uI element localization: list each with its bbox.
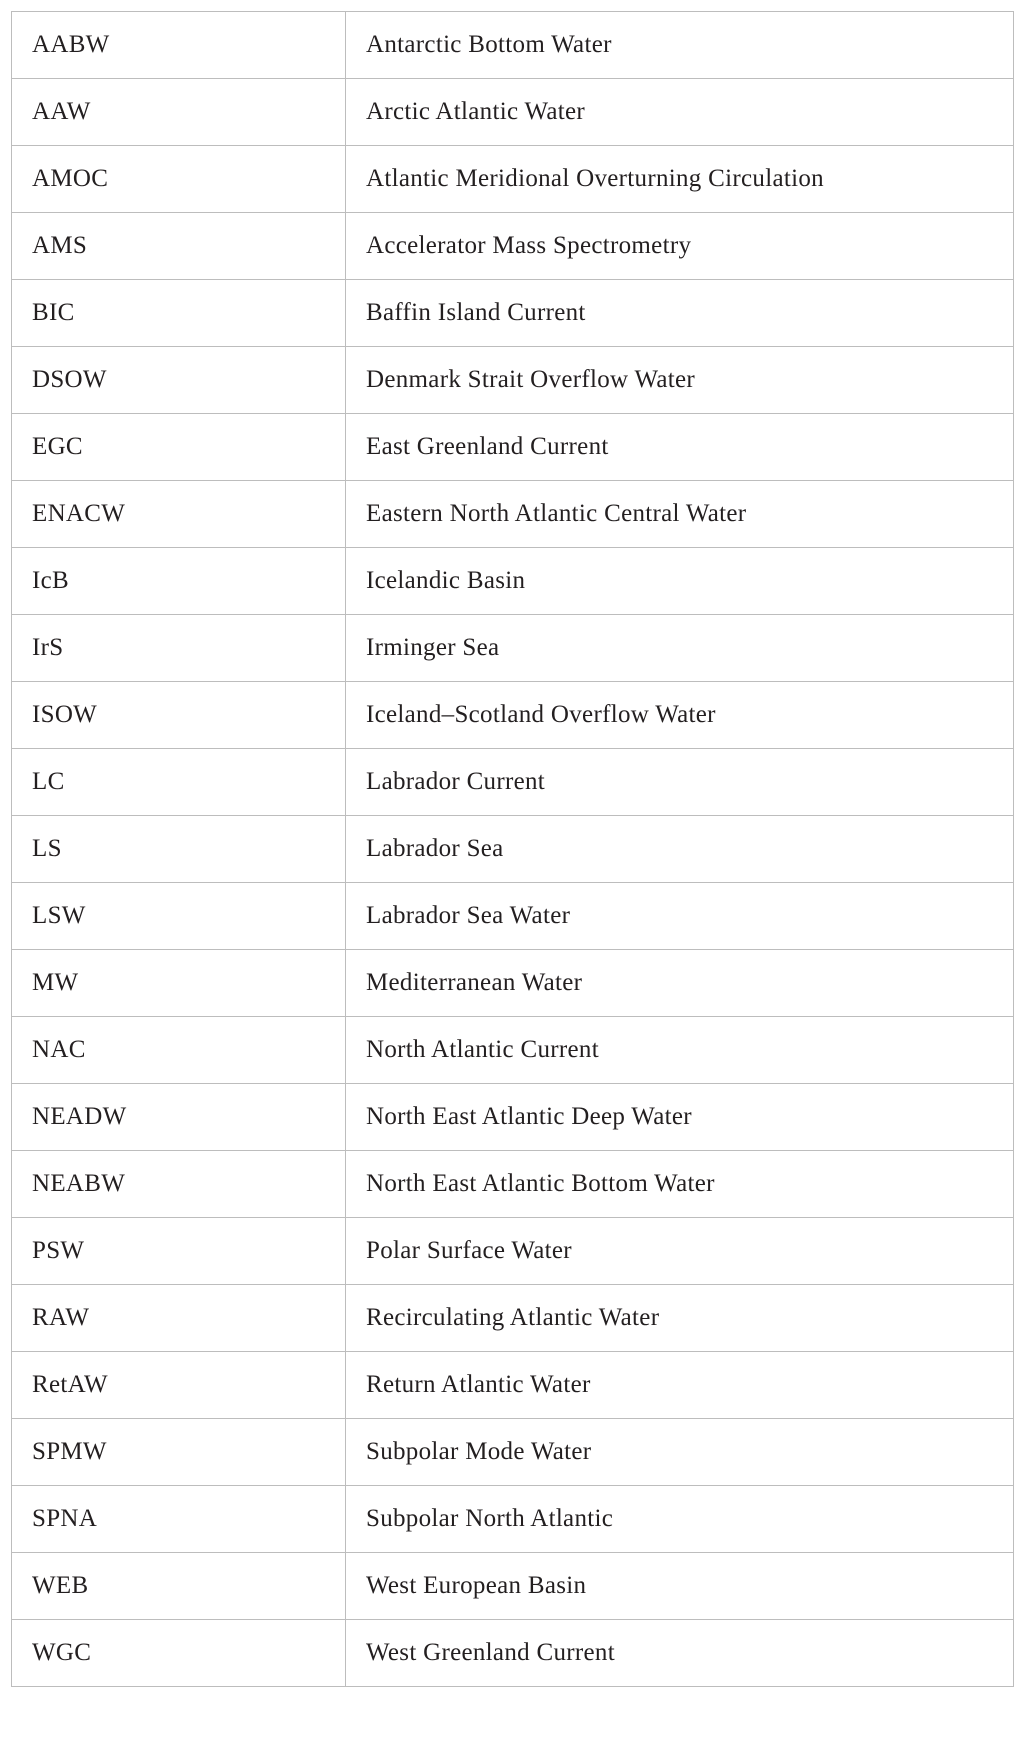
abbreviation-cell: LS xyxy=(12,816,346,883)
abbreviation-cell: PSW xyxy=(12,1218,346,1285)
abbreviation-cell: AAW xyxy=(12,79,346,146)
table-row xyxy=(12,280,1014,347)
definition-cell: Denmark Strait Overflow Water xyxy=(346,347,1014,414)
abbreviation-cell: EGC xyxy=(12,414,346,481)
abbreviation-cell: RetAW xyxy=(12,1352,346,1419)
table-row xyxy=(12,414,1014,481)
abbreviation-cell: WGC xyxy=(12,1620,346,1687)
table-row xyxy=(12,749,1014,816)
table-row xyxy=(12,682,1014,749)
abbreviations-table-body xyxy=(12,12,1014,1687)
definition-cell: Accelerator Mass Spectrometry xyxy=(346,213,1014,280)
table-row xyxy=(12,1620,1014,1687)
definition-cell: Subpolar Mode Water xyxy=(346,1419,1014,1486)
definition-cell: Labrador Sea xyxy=(346,816,1014,883)
definition-cell: North Atlantic Current xyxy=(346,1017,1014,1084)
abbreviation-cell: BIC xyxy=(12,280,346,347)
definition-cell: Mediterranean Water xyxy=(346,950,1014,1017)
table-row xyxy=(12,481,1014,548)
definition-cell: Iceland–Scotland Overflow Water xyxy=(346,682,1014,749)
abbreviation-cell: NEABW xyxy=(12,1151,346,1218)
abbreviation-cell: AABW xyxy=(12,12,346,79)
abbreviation-cell: WEB xyxy=(12,1553,346,1620)
definition-cell: Antarctic Bottom Water xyxy=(346,12,1014,79)
table-row xyxy=(12,816,1014,883)
definition-cell: Subpolar North Atlantic xyxy=(346,1486,1014,1553)
table-row xyxy=(12,347,1014,414)
abbreviation-cell: MW xyxy=(12,950,346,1017)
table-row xyxy=(12,146,1014,213)
abbreviation-cell: NEADW xyxy=(12,1084,346,1151)
abbreviation-cell: IrS xyxy=(12,615,346,682)
table-row xyxy=(12,615,1014,682)
table-row xyxy=(12,79,1014,146)
table-row xyxy=(12,1352,1014,1419)
abbreviation-cell: ENACW xyxy=(12,481,346,548)
definition-cell: East Greenland Current xyxy=(346,414,1014,481)
table-row xyxy=(12,548,1014,615)
table-row xyxy=(12,950,1014,1017)
table-row xyxy=(12,1486,1014,1553)
definition-cell: Recirculating Atlantic Water xyxy=(346,1285,1014,1352)
abbreviation-cell: IcB xyxy=(12,548,346,615)
definition-cell: Labrador Sea Water xyxy=(346,883,1014,950)
definition-cell: Baffin Island Current xyxy=(346,280,1014,347)
table-row xyxy=(12,1553,1014,1620)
table-row xyxy=(12,1285,1014,1352)
table-row xyxy=(12,1151,1014,1218)
definition-cell: West Greenland Current xyxy=(346,1620,1014,1687)
definition-cell: Icelandic Basin xyxy=(346,548,1014,615)
definition-cell: Atlantic Meridional Overturning Circulation xyxy=(346,146,1014,213)
table-row xyxy=(12,12,1014,79)
abbreviation-cell: LC xyxy=(12,749,346,816)
abbreviation-cell: AMS xyxy=(12,213,346,280)
abbreviation-cell: ISOW xyxy=(12,682,346,749)
table-row xyxy=(12,213,1014,280)
definition-cell: North East Atlantic Deep Water xyxy=(346,1084,1014,1151)
table-row xyxy=(12,1017,1014,1084)
table-row xyxy=(12,1419,1014,1486)
abbreviations-table xyxy=(11,11,1014,1687)
table-row xyxy=(12,1218,1014,1285)
definition-cell: Eastern North Atlantic Central Water xyxy=(346,481,1014,548)
abbreviation-cell: AMOC xyxy=(12,146,346,213)
definition-cell: Polar Surface Water xyxy=(346,1218,1014,1285)
definition-cell: Arctic Atlantic Water xyxy=(346,79,1014,146)
abbreviation-cell: SPMW xyxy=(12,1419,346,1486)
abbreviation-cell: NAC xyxy=(12,1017,346,1084)
definition-cell: Return Atlantic Water xyxy=(346,1352,1014,1419)
definition-cell: Irminger Sea xyxy=(346,615,1014,682)
definition-cell: West European Basin xyxy=(346,1553,1014,1620)
abbreviation-cell: LSW xyxy=(12,883,346,950)
abbreviation-cell: DSOW xyxy=(12,347,346,414)
definition-cell: Labrador Current xyxy=(346,749,1014,816)
abbreviation-cell: SPNA xyxy=(12,1486,346,1553)
definition-cell: North East Atlantic Bottom Water xyxy=(346,1151,1014,1218)
table-row xyxy=(12,1084,1014,1151)
abbreviation-cell: RAW xyxy=(12,1285,346,1352)
table-row xyxy=(12,883,1014,950)
